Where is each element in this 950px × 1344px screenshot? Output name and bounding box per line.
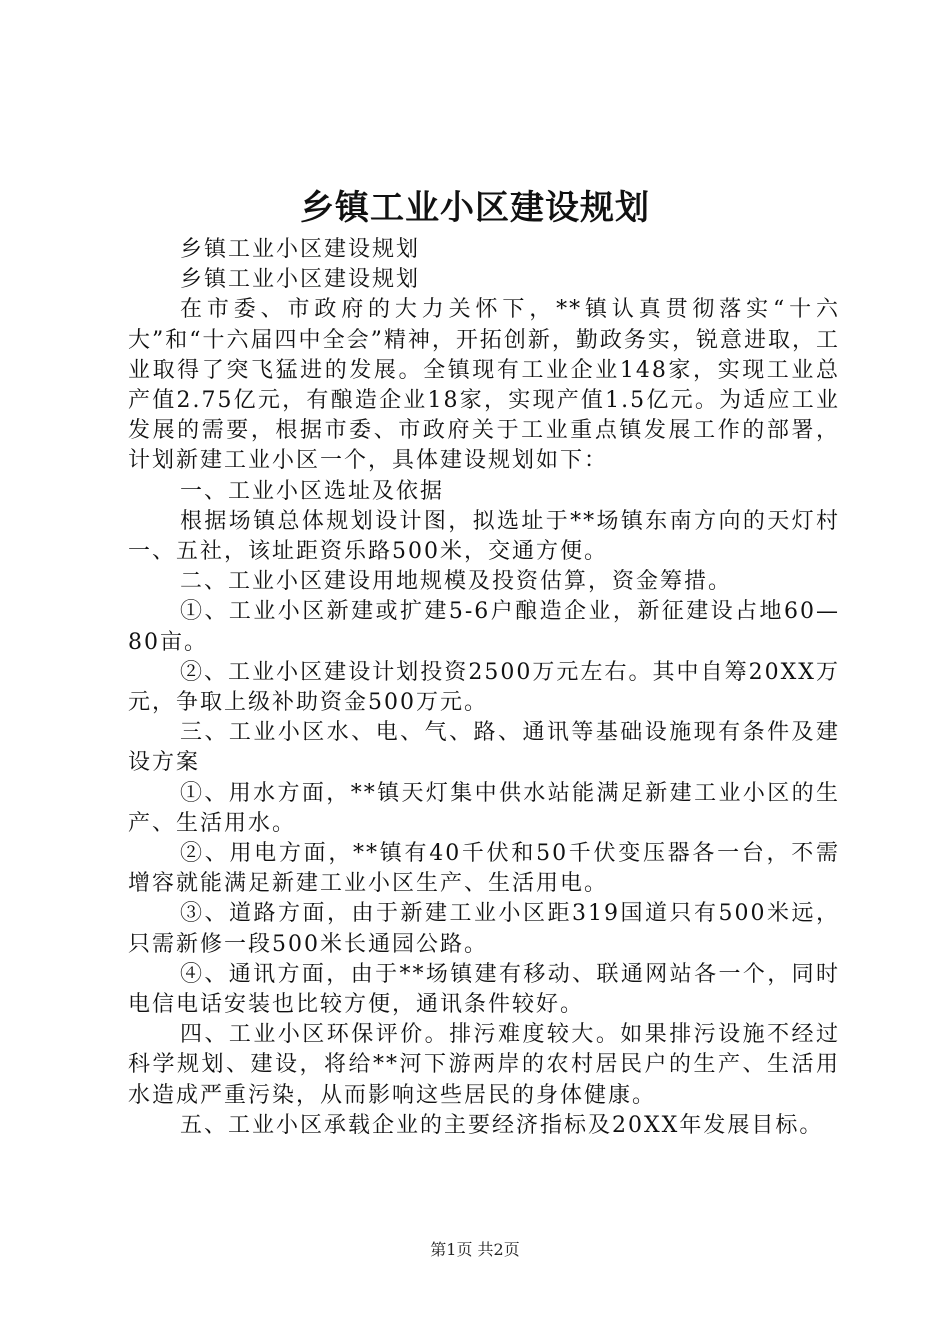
document-title: 乡镇工业小区建设规划 <box>300 188 650 228</box>
section-heading-infrastructure: 三、工业小区水、电、气、路、通讯等基础设施现有条件及建设方案 <box>128 720 840 776</box>
paragraph-electricity: ②、用电方面，**镇有40千伏和50千伏变压器各一台，不需增容就能满足新建工业小区生产、生活用电。 <box>128 841 840 897</box>
paragraph-land: ①、工业小区新建或扩建5-6户酿造企业，新征建设占地60—80亩。 <box>128 599 840 655</box>
paragraph-water: ①、用水方面，**镇天灯集中供水站能满足新建工业小区的生产、生活用水。 <box>128 780 840 836</box>
paragraph-site: 根据场镇总体规划设计图，拟选址于**场镇东南方向的天灯村一、五社，该址距资乐路500米，交通方便。 <box>128 508 840 565</box>
section-heading-site: 一、工业小区选址及依据 <box>180 478 445 504</box>
paragraph-telecom: ④、通讯方面，由于**场镇建有移动、联通网站各一个，同时电信电话安装也比较方便，通讯条件较好。 <box>128 961 840 1018</box>
paragraph-intro: 在市委、市政府的大力关怀下，**镇认真贯彻落实“十六大”和“十六届四中全会”精神，开拓创新，勤政务实，锐意进取，工业取得了突飞猛进的发展。全镇现有工业企业148家，实现工业总产值2.75亿元，有酿造企业18家，实现产值1.5亿元。为适应工业发展的需要，根据市委、市政府关于工业重点镇发展工作的部署，计划新建工业小区一个，具体建设规划如下： <box>128 297 840 474</box>
section-heading-land-investment: 二、工业小区建设用地规模及投资估算，资金筹措。 <box>180 569 733 595</box>
section-heading-targets: 五、工业小区承载企业的主要经济指标及20XX年发展目标。 <box>180 1112 824 1138</box>
paragraph-subtitle-1: 乡镇工业小区建设规划 <box>180 237 421 262</box>
document-body <box>128 235 840 1141</box>
paragraph-investment: ②、工业小区建设计划投资2500万元左右。其中自筹20XX万元，争取上级补助资金500万元。 <box>128 659 840 716</box>
paragraph-environment: 四、工业小区环保评价。排污难度较大。如果排污设施不经过科学规划、建设，将给**河下游两岸的农村居民户的生产、生活用水造成严重污染，从而影响这些居民的身体健康。 <box>128 1022 840 1108</box>
page-number-footer: 第1页 共2页 <box>430 1240 520 1259</box>
paragraph-road: ③、道路方面，由于新建工业小区距319国道只有500米远，只需新修一段500米长通园公路。 <box>128 901 840 957</box>
paragraph-subtitle-2: 乡镇工业小区建设规划 <box>180 267 421 293</box>
